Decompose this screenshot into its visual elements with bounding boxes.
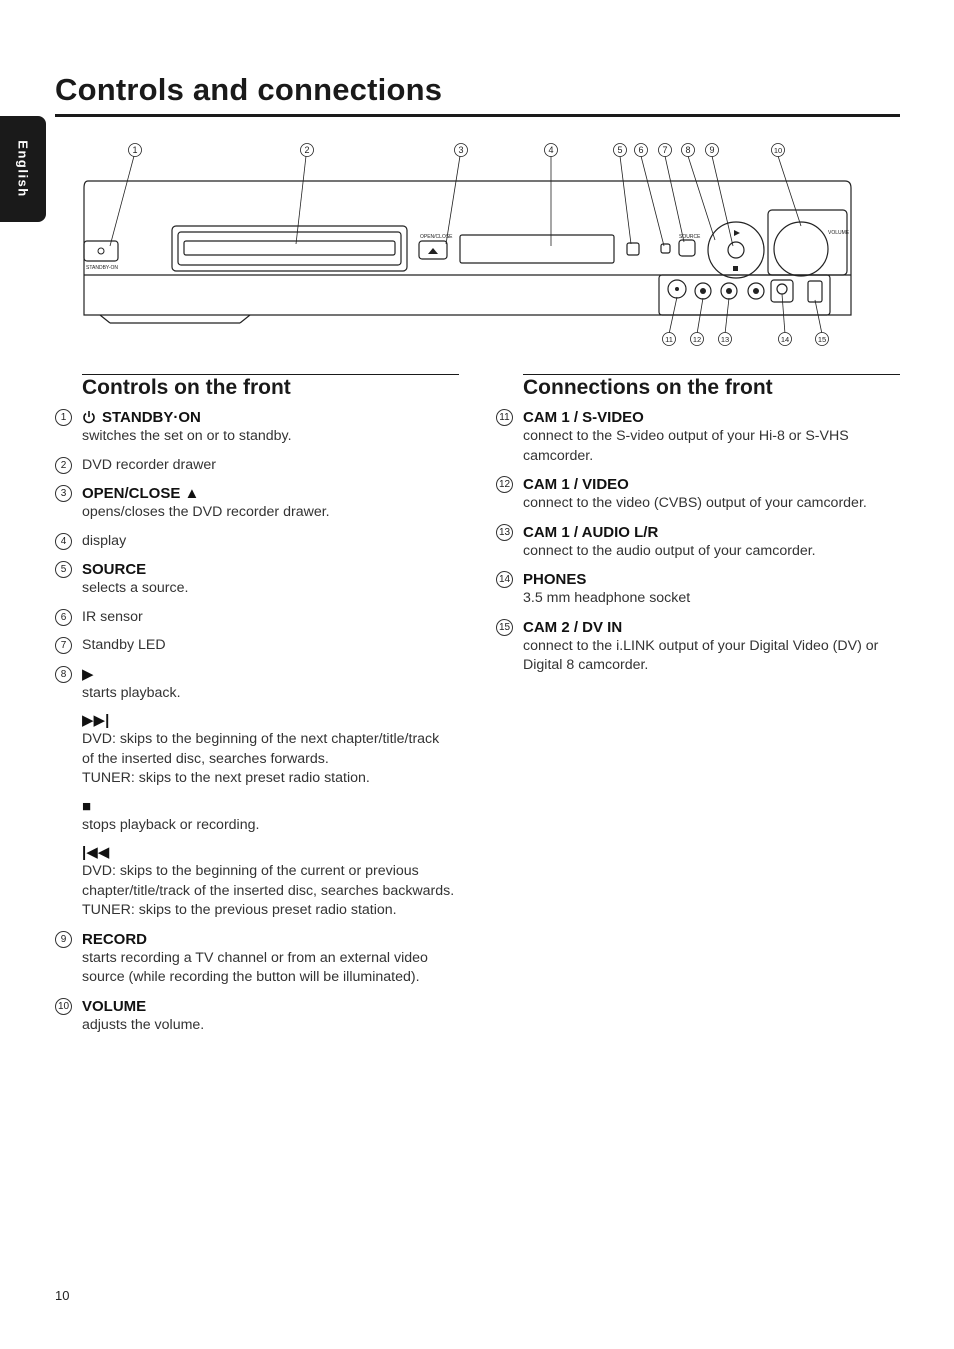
volume-knob	[774, 222, 828, 276]
list-item	[60, 636, 459, 656]
item-number-badge: 2	[55, 457, 72, 474]
item-title: SOURCE	[82, 561, 147, 578]
front-panel-diagram	[0, 130, 954, 360]
callout-number: 15	[817, 335, 827, 344]
item-description-line: TUNER: skips to the next preset radio station.	[82, 770, 370, 786]
callout-number: 14	[780, 335, 790, 344]
item-title: CAM 2 / DV IN	[523, 618, 623, 636]
controls-section	[57, 374, 459, 1044]
item-title: OPEN/CLOSE ▲	[82, 485, 200, 502]
open-close-text: OPEN/CLOSE	[420, 234, 453, 240]
source-text: SOURCE	[679, 234, 701, 240]
item-description-line: DVD: skips to the beginning of the next chapter/title/track	[82, 731, 440, 747]
standby-text: STANDBY-ON	[86, 265, 118, 271]
list-item	[60, 532, 459, 552]
item-title: STANDBY·ON	[82, 408, 459, 427]
language-tab-label: English	[15, 140, 31, 198]
item-text: display	[82, 532, 127, 549]
sub-item	[82, 843, 459, 921]
drawer	[172, 226, 407, 271]
ir-sensor	[627, 243, 639, 255]
item-description: connect to the audio output of your camcorder.	[523, 542, 816, 559]
power-icon	[82, 410, 96, 424]
item-title: CAM 1 / AUDIO L/R	[523, 523, 659, 541]
callout-number: 12	[692, 335, 702, 344]
callout-number: 1	[132, 145, 138, 155]
callout-number: 2	[304, 145, 310, 155]
callout-number: 11	[665, 335, 673, 344]
dv-socket	[808, 281, 822, 302]
item-text: Standby LED	[82, 637, 166, 653]
sub-item	[82, 797, 459, 836]
item-description: connect to the video (CVBS) output of your camcorder.	[523, 495, 867, 511]
phones-socket	[777, 284, 787, 294]
button-symbol: ▶	[82, 665, 94, 683]
callout-number: 10	[773, 146, 783, 155]
list-item	[60, 930, 459, 988]
item-number-badge: 6	[55, 609, 72, 626]
callout-number: 6	[638, 145, 644, 155]
button-symbol: |◀◀	[82, 844, 110, 861]
button-symbol: ▶▶|	[82, 712, 110, 729]
page-title: Controls and connections	[55, 72, 443, 107]
item-description: adjusts the volume.	[82, 1016, 205, 1033]
list-item	[498, 618, 900, 676]
item-description: connect to the S-video output of your Hi-8 or S-VHS camcorder.	[523, 428, 849, 464]
item-title: CAM 1 / S-VIDEO	[523, 409, 644, 426]
item-number-badge: 12	[496, 476, 513, 493]
controls-heading: Controls on the front	[82, 374, 459, 400]
list-item	[498, 475, 900, 514]
list-item	[60, 484, 459, 523]
source-button	[679, 240, 695, 256]
item-description-line: stops playback or recording.	[82, 816, 260, 833]
item-number-badge: 13	[496, 524, 513, 541]
item-description-line: starts playback.	[82, 684, 181, 701]
item-number-badge: 5	[55, 561, 72, 578]
item-number-badge: 3	[55, 485, 72, 502]
controls-list	[57, 408, 459, 1035]
callout-number: 5	[617, 145, 623, 155]
volume-text: VOLUME	[828, 230, 850, 236]
list-item	[60, 408, 459, 447]
standby-button	[84, 241, 118, 261]
display-window	[460, 235, 614, 263]
list-item	[60, 456, 459, 476]
item-description: 3.5 mm headphone socket	[523, 590, 691, 606]
list-item	[499, 408, 900, 466]
item-number-badge: 15	[496, 619, 513, 636]
item-description: selects a source.	[82, 580, 189, 596]
button-symbol: ■	[82, 797, 92, 815]
item-number-badge: 11	[496, 409, 513, 426]
item-description: connect to the i.LINK output of your Digital Video (DV) or Digital 8 camcorder.	[523, 637, 879, 673]
list-item	[57, 997, 459, 1036]
sub-item	[82, 665, 459, 704]
item-title: VOLUME	[82, 997, 147, 1015]
item-number-badge: 7	[55, 637, 72, 654]
item-number-badge: 9	[55, 931, 72, 948]
callout-number: 7	[662, 145, 668, 155]
item-number-badge: 14	[496, 571, 513, 588]
list-item	[60, 560, 459, 599]
record-button	[728, 242, 744, 258]
item-text: DVD recorder drawer	[82, 456, 217, 473]
item-number-badge: 4	[55, 533, 72, 550]
connections-list	[498, 408, 900, 676]
item-number-badge: 10	[55, 998, 72, 1015]
callout-number: 4	[548, 145, 554, 155]
standby-led	[661, 244, 670, 253]
item-description: switches the set on or to standby.	[82, 428, 292, 444]
item-description: starts recording a TV channel or from an external video source (while recording the button will be illuminated).	[82, 949, 428, 985]
item-number-badge: 1	[55, 409, 72, 426]
list-item	[60, 608, 459, 628]
callout-number: 9	[709, 145, 715, 155]
item-description-line: DVD: skips to the beginning of the current or previous	[82, 863, 419, 879]
connections-heading: Connections on the front	[523, 374, 900, 400]
item-description: opens/closes the DVD recorder drawer.	[82, 504, 330, 520]
page-number: 10	[55, 1288, 70, 1303]
item-description-line: of the inserted disc, searches forwards.	[82, 750, 329, 767]
item-text: IR sensor	[82, 608, 143, 625]
callout-number: 13	[720, 335, 730, 344]
connections-section	[498, 374, 900, 685]
list-item	[498, 523, 900, 562]
list-item	[498, 570, 900, 609]
item-title: CAM 1 / VIDEO	[523, 476, 629, 493]
sub-item	[82, 711, 459, 789]
title-rule	[55, 114, 900, 117]
callout-number: 3	[458, 145, 464, 155]
item-title: PHONES	[523, 571, 587, 588]
item-title: RECORD	[82, 930, 148, 948]
connector-panel	[659, 275, 830, 315]
item-description-line: chapter/title/track of the inserted disc, searches backwards.	[82, 882, 455, 899]
item-number-badge: 8	[55, 666, 72, 683]
callout-number: 8	[685, 145, 691, 155]
list-item	[60, 665, 459, 921]
item-description-line: TUNER: skips to the previous preset radio station.	[82, 902, 397, 918]
